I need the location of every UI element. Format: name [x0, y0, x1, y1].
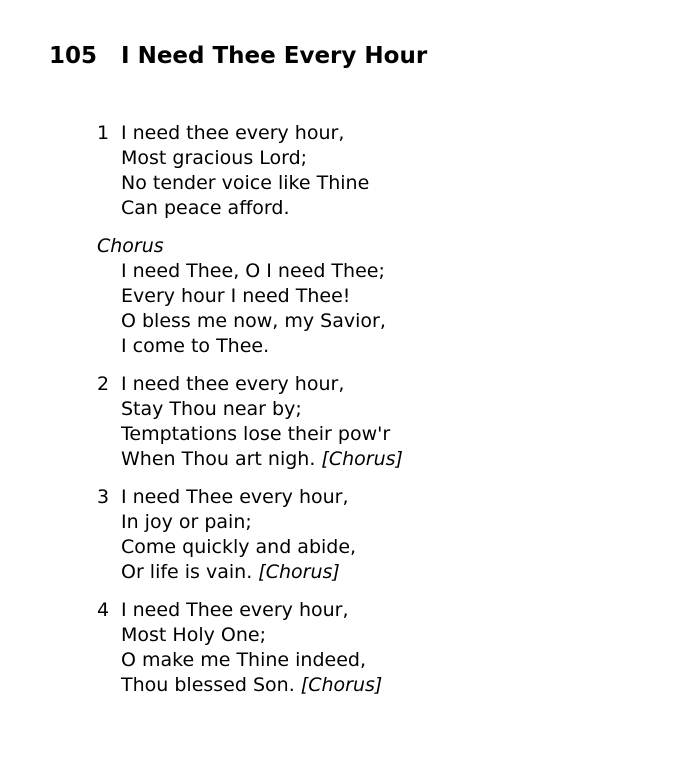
verse-line-text: When Thou art nigh. [121, 448, 316, 470]
verse-line-text: Can peace afford. [121, 197, 290, 219]
verse-line-text: Thou blessed Son. [121, 674, 295, 696]
verse-4 [97, 598, 403, 698]
verse-line [97, 146, 403, 171]
hymn-header [49, 42, 427, 70]
verse-line-text: No tender voice like Thine [121, 172, 370, 194]
chorus-heading: Chorus [97, 235, 164, 257]
chorus-line: Every hour I need Thee! [121, 285, 351, 307]
verse-line [97, 623, 403, 648]
verse-line [97, 196, 403, 221]
chorus-reference: [Chorus] [258, 561, 340, 583]
chorus [97, 234, 403, 359]
verse-line-text: Stay Thou near by; [121, 398, 302, 420]
verse-line-text: Temptations lose their pow'r [121, 423, 391, 445]
verse-line [97, 560, 403, 585]
verse-number: 3 [97, 486, 110, 508]
verse-line [97, 372, 403, 397]
chorus-reference: [Chorus] [300, 674, 383, 696]
chorus-line: I come to Thee. [121, 335, 270, 357]
chorus-line: O bless me now, my Savior, [121, 310, 386, 332]
verse-line-text: I need thee every hour, [121, 122, 345, 144]
verse-line [97, 648, 403, 673]
verse-line [97, 171, 403, 196]
verse-line [97, 397, 403, 422]
verse-line-text: O make me Thine indeed, [121, 649, 366, 671]
verse-line-text: In joy or pain; [121, 511, 252, 533]
verse-line-text: I need thee every hour, [121, 373, 345, 395]
verse-number: 2 [97, 373, 110, 395]
chorus-line: I need Thee, O I need Thee; [121, 260, 385, 282]
chorus-reference: [Chorus] [321, 448, 403, 470]
verse-line-text: Come quickly and abide, [121, 536, 357, 558]
verse-line-text: Most Holy One; [121, 624, 266, 646]
verse-line [97, 422, 403, 447]
verse-1 [97, 121, 403, 221]
verse-line [97, 510, 403, 535]
verse-2 [97, 372, 403, 472]
hymn-text [97, 121, 403, 711]
verse-line-text: Most gracious Lord; [121, 147, 308, 169]
verse-line [97, 673, 403, 698]
verse-line-text: I need Thee every hour, [121, 599, 349, 621]
verse-line [97, 121, 403, 146]
verse-line-text: Or life is vain. [121, 561, 253, 583]
hymn-title: I Need Thee Every Hour [121, 43, 428, 69]
verse-line [97, 598, 403, 623]
verse-line [97, 485, 403, 510]
hymn-number: 105 [49, 43, 98, 69]
verse-number: 4 [97, 599, 110, 621]
verse-line [97, 535, 403, 560]
verse-number: 1 [97, 122, 110, 144]
verse-line-text: I need Thee every hour, [121, 486, 349, 508]
verse-3 [97, 485, 403, 585]
verse-line [97, 447, 403, 472]
